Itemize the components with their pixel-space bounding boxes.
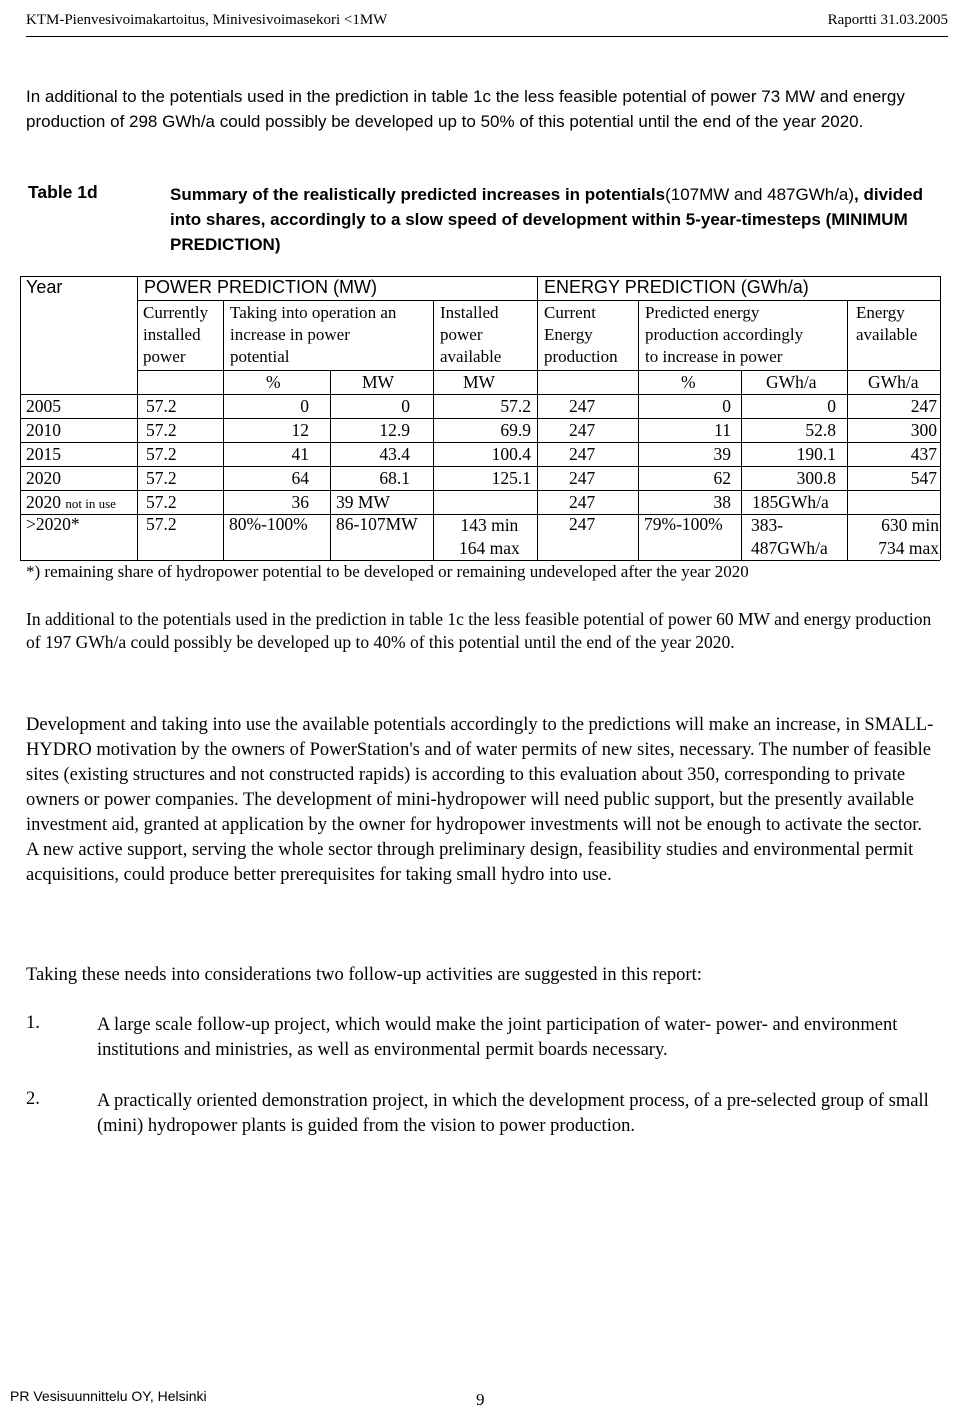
table-rule	[20, 418, 940, 419]
cell-year: 2005	[26, 396, 61, 416]
caption-normal: (107MW and 487GWh/a)	[665, 185, 855, 204]
cell-current-energy: 247	[569, 444, 596, 464]
col-header-line: Predicted energy	[645, 303, 760, 322]
cell-energy-predicted	[751, 514, 828, 560]
table-footnote: *) remaining share of hydropower potential to be developed or remaining undeveloped after the year 2020	[26, 562, 749, 581]
cell-current-energy: 247	[569, 396, 596, 416]
col-header-current-energy	[544, 302, 618, 368]
power-group-header: POWER PREDICTION (MW)	[144, 277, 377, 297]
col-header-line: Taking into operation an	[230, 303, 397, 322]
cell-line: 630 min	[881, 515, 939, 535]
cell-mw: 0	[401, 396, 410, 416]
cell-mw: 68.1	[379, 468, 410, 488]
table-rule	[137, 370, 940, 371]
cell-energy-pct: 79%-100%	[644, 514, 723, 534]
cell-pct: 36	[291, 492, 309, 512]
page-number: 9	[476, 1390, 485, 1409]
cell-current-energy: 247	[569, 468, 596, 488]
cell-energy-available: 300	[910, 420, 937, 440]
cell-current: 57.2	[146, 396, 177, 416]
cell-energy-pct: 11	[714, 420, 731, 440]
prediction-table	[0, 0, 960, 600]
cell-line: 143 min	[460, 515, 519, 535]
cell-current-energy: 247	[569, 492, 596, 512]
unit-cell: MW	[463, 372, 496, 392]
col-header-line: installed	[143, 325, 201, 344]
col-header-installed	[440, 302, 501, 368]
unit-cell: GWh/a	[766, 372, 817, 392]
cell-energy-pct: 38	[713, 492, 731, 512]
intro-paragraph: In additional to the potentials used in the prediction in table 1c the less feasible potential of power 73 MW and energy production of 298 GWh/a could possibly be developed up to 50% of this potential until the end of the year 2020.	[26, 87, 905, 131]
table-rule	[847, 300, 848, 560]
header-date: Raportti 31.03.2005	[827, 12, 948, 28]
cell-installed: 69.9	[500, 420, 531, 440]
cell-mw: 43.4	[379, 444, 410, 464]
cell-energy-predicted: 185GWh/a	[752, 492, 829, 512]
table-rule	[20, 442, 940, 443]
cell-energy-pct: 62	[713, 468, 731, 488]
col-header-line: production	[544, 347, 618, 366]
cell-energy-available: 437	[910, 444, 937, 464]
col-header-line: Energy	[544, 325, 593, 344]
col-header-line: increase in power	[230, 325, 350, 344]
paragraph-4: Taking these needs into considerations two follow-up activities are suggested in this report:	[26, 965, 702, 985]
col-header-energy-available	[856, 302, 917, 346]
cell-energy-available	[852, 514, 939, 560]
cell-mw: 86-107MW	[336, 514, 418, 534]
col-header-line: to increase in power	[645, 347, 783, 366]
cell-installed	[459, 514, 520, 560]
cell-pct: 0	[300, 396, 309, 416]
cell-year-value: 2020	[26, 492, 61, 512]
cell-pct: 64	[291, 468, 309, 488]
cell-energy-predicted: 190.1	[796, 444, 836, 464]
caption-bold-1: Summary of the realistically predicted increases in potentials	[170, 185, 666, 204]
col-header-line: available	[856, 325, 918, 344]
table-rule	[537, 276, 538, 560]
col-header-increase	[230, 302, 396, 368]
cell-energy-predicted: 52.8	[805, 420, 836, 440]
cell-year-note: not in use	[65, 496, 116, 511]
table-rule	[20, 490, 940, 491]
unit-cell: MW	[362, 372, 395, 392]
cell-pct: 41	[291, 444, 309, 464]
col-header-line: available	[440, 347, 502, 366]
cell-year	[26, 492, 116, 513]
cell-energy-available: 247	[910, 396, 937, 416]
unit-cell: %	[681, 372, 696, 392]
cell-energy-pct: 0	[722, 396, 731, 416]
caption-bold-2: , divided into shares, accordingly to a slow speed of development within 5-year-timesteps (MINIMUM PREDICTION)	[170, 185, 924, 254]
table-label: Table 1d	[28, 182, 98, 202]
table-rule	[741, 370, 742, 560]
table-rule	[20, 276, 21, 560]
table-rule	[223, 300, 224, 560]
table-rule	[433, 300, 434, 560]
cell-mw: 12.9	[379, 420, 410, 440]
cell-pct: 80%-100%	[229, 514, 308, 534]
cell-line: 164 max	[459, 538, 520, 558]
paragraph-3: Development and taking into use the available potentials accordingly to the predictions will make an increase, in SMALL-HYDRO motivation by the owners of PowerStation's and of water permits of new sites, necessary. The number of feasible sites (existing structures and not constructed rapids) is according to this evaluation about 350, corresponding to private owners or power companies. The development of mini-hydropower will need public support, but the presently available investment aid, granted at application by the owner for hydropower investments will not be enough to activate the sector. A new active support, serving the whole sector through preliminary design, feasibility studies and environmental permit acquisitions, could produce better prerequisites for taking small hydro into use.	[26, 715, 934, 885]
cell-current: 57.2	[146, 514, 177, 534]
paragraph-2: In additional to the potentials used in the prediction in table 1c the less feasible potential of power 60 MW and energy production of 197 GWh/a could possibly be developed up to 40% of this potential until the end of the year 2020.	[26, 609, 932, 652]
col-header-line: Currently	[143, 303, 209, 322]
cell-current: 57.2	[146, 420, 177, 440]
cell-line: 734 max	[878, 538, 939, 558]
col-header-line: Installed	[440, 303, 499, 322]
cell-mw: 39 MW	[336, 492, 390, 512]
cell-pct: 12	[291, 420, 309, 440]
cell-year: 2020	[26, 468, 61, 488]
table-rule	[638, 300, 639, 560]
cell-installed: 57.2	[500, 396, 531, 416]
header-title: KTM-Pienvesivoimakartoitus, Minivesivoimasekori <1MW	[26, 12, 388, 28]
energy-group-header: ENERGY PREDICTION (GWh/a)	[544, 277, 809, 297]
cell-energy-predicted: 300.8	[796, 468, 836, 488]
cell-current-energy: 247	[569, 420, 596, 440]
table-rule	[940, 276, 941, 560]
col-header-line: Energy	[856, 303, 905, 322]
cell-current: 57.2	[146, 468, 177, 488]
list-number: 2.	[26, 1089, 40, 1109]
cell-current: 57.2	[146, 492, 177, 512]
col-header-current-power	[143, 302, 208, 368]
cell-energy-available: 547	[910, 468, 937, 488]
cell-line: 383-	[751, 515, 784, 535]
col-header-line: production accordingly	[645, 325, 804, 344]
unit-cell: %	[266, 372, 281, 392]
table-rule	[137, 276, 138, 560]
cell-year: >2020*	[26, 514, 80, 534]
year-header: Year	[26, 277, 63, 297]
footer-company: PR Vesisuunnittelu OY, Helsinki	[10, 1388, 207, 1404]
list-number: 1.	[26, 1013, 40, 1033]
cell-year: 2015	[26, 444, 61, 464]
table-rule	[20, 560, 940, 561]
cell-line: 487GWh/a	[751, 538, 828, 558]
cell-year: 2010	[26, 420, 61, 440]
unit-cell: GWh/a	[868, 372, 919, 392]
cell-current-energy: 247	[569, 514, 596, 534]
list-item-text: A practically oriented demonstration project, in which the development process, of a pre-selected group of small (mini) hydropower plants is guided from the vision to power production.	[97, 1091, 929, 1136]
col-header-line: Current	[544, 303, 596, 322]
cell-energy-predicted: 0	[827, 396, 836, 416]
cell-current: 57.2	[146, 444, 177, 464]
col-header-line: power	[440, 325, 483, 344]
col-header-line: power	[143, 347, 186, 366]
cell-installed: 100.4	[491, 444, 531, 464]
table-rule	[137, 300, 940, 301]
col-header-line: potential	[230, 347, 290, 366]
table-rule	[20, 466, 940, 467]
table-rule	[20, 394, 940, 395]
table-rule	[330, 370, 331, 560]
col-header-predicted-energy	[645, 302, 803, 368]
list-item-text: A large scale follow-up project, which would make the joint participation of water- power- and environment institutions and ministries, as well as environmental permit boards necessary.	[97, 1015, 898, 1060]
cell-energy-pct: 39	[713, 444, 731, 464]
cell-installed: 125.1	[491, 468, 531, 488]
